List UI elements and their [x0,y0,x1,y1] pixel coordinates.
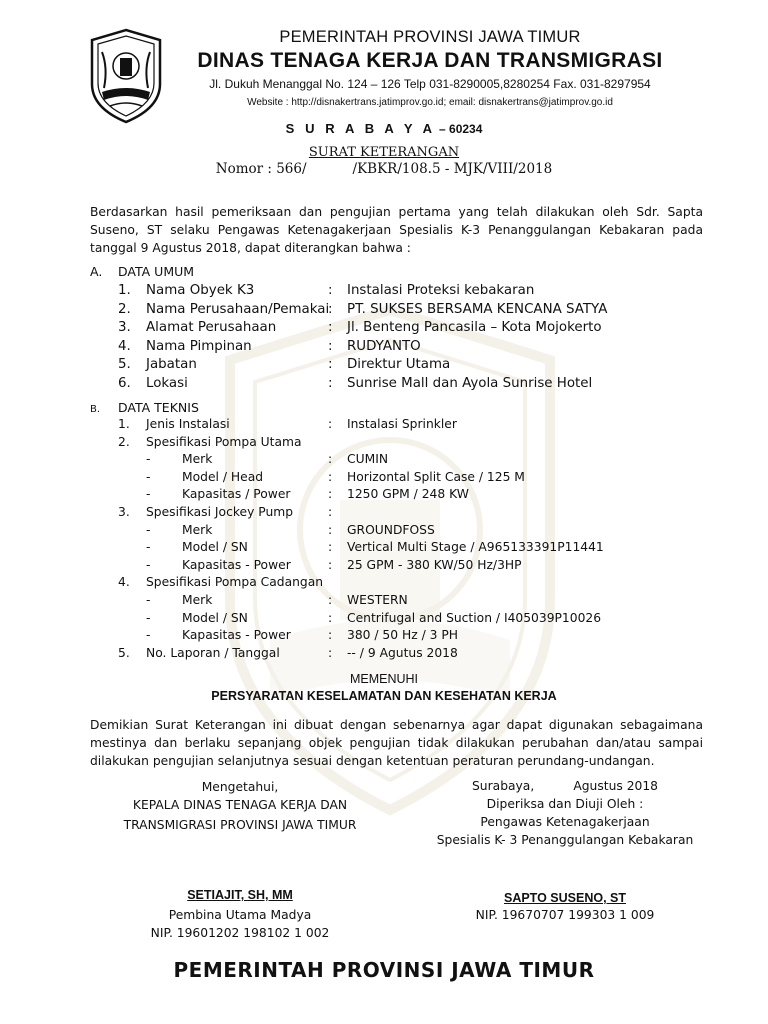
right-signatory-details [420,906,710,924]
row-colon: : [328,557,333,572]
right-sig-line3: Pengawas Ketenagakerjaan [480,815,650,829]
left-sig-line2: KEPALA DINAS TENAGA KERJA DAN [132,798,348,812]
right-signature-block [420,777,710,849]
row-dash: - [146,522,151,537]
row-colon: : [328,320,333,335]
row-label: Merk [182,593,213,607]
section-a-row [0,356,768,374]
row-number: 4. [118,575,130,590]
city-name: S U R A B A Y A [285,121,436,136]
row-value: Vertical Multi Stage / A965133391P11441 [347,540,604,555]
left-signatory-name: SETIAJIT, SH, MM [187,888,293,902]
row-colon: : [328,301,333,317]
row-colon: : [328,593,333,607]
row-number: 3. [118,505,130,519]
section-b-title: DATA TEKNIS [118,400,199,415]
row-colon: : [328,417,333,431]
section-b-subrow [0,609,768,627]
left-signature-block [100,778,380,834]
row-value: Jl. Benteng Pancasila – Kota Mojokerto [347,320,602,335]
section-a-row [0,338,768,356]
row-value: CUMIN [347,452,389,467]
row-dash: - [146,487,151,502]
letterhead-website: Website : http://disnakertrans.jatimprov.go.id; email: disnakertrans@jatimprov.go.id [247,97,613,108]
section-b-subrow [0,591,768,609]
row-label: Nama Perusahaan/Pemakai [146,301,330,317]
row-colon: : [328,375,333,391]
row-value: PT. SUKSES BERSAMA KENCANA SATYA [347,301,608,317]
row-value: Centrifugal and Suction / I405039P10026 [347,610,602,625]
row-dash: - [146,593,151,607]
row-colon: : [328,645,333,660]
row-number: 1. [118,417,130,431]
row-colon: : [328,540,333,555]
jawa-timur-emblem-icon [88,28,164,124]
row-label: Model / Head [182,469,264,484]
section-b-subrow [0,521,768,539]
letterhead-address: Jl. Dukuh Menanggal No. 124 – 126 Telp 031-8290005,8280254 Fax. 031-8297954 [209,77,651,91]
left-sig-line3: TRANSMIGRASI PROVINSI JAWA TIMUR [123,818,357,832]
row-dash: - [146,469,151,484]
row-value: WESTERN [347,593,408,607]
row-number: 5. [118,645,130,660]
row-colon: : [328,283,333,298]
section-a-label: A. [90,264,103,279]
section-b-subrow [0,556,768,574]
row-value: 1250 GPM / 248 KW [347,487,469,502]
left-sig-line1: Mengetahui, [201,780,279,794]
section-b-subrow [0,468,768,486]
right-signatory-nip: NIP. 19670707 199303 1 009 [475,908,655,922]
section-b-row [0,415,768,433]
letter-title: SURAT KETERANGAN [308,145,460,160]
left-signatory-nip: NIP. 19601202 198102 1 002 [150,926,330,940]
row-colon: : [328,522,333,537]
row-dash: - [146,540,151,555]
row-value: 380 / 50 Hz / 3 PH [347,628,459,643]
section-b-row [0,573,768,591]
row-label: Jenis Instalasi [146,417,230,431]
section-a-heading [90,264,194,279]
left-signatory-details [100,906,380,942]
section-b-label: B. [90,404,101,415]
section-b-subrow [0,538,768,556]
right-sig-line2: Diperiksa dan Diuji Oleh : [486,797,644,811]
row-colon: : [328,452,333,467]
section-b-subrow [0,626,768,644]
row-label: No. Laporan / Tanggal [146,645,280,660]
row-number: 3. [118,320,131,335]
right-signatory-name: SAPTO SUSENO, ST [503,891,626,905]
section-b-subrow [0,450,768,468]
section-a-row [0,282,768,300]
row-label: Alamat Perusahaan [146,320,277,335]
section-a-title: DATA UMUM [118,264,195,279]
letterhead-agency: DINAS TENAGA KERJA DAN TRANSMIGRASI [197,49,663,72]
row-label: Nama Pimpinan [146,338,252,354]
row-dash: - [146,452,151,467]
row-label: Model / SN [182,540,248,555]
row-dash: - [146,557,151,572]
row-number: 2. [118,301,131,317]
row-label: Jabatan [146,357,197,372]
row-dash: - [146,628,151,643]
row-value: GROUNDFOSS [347,522,435,537]
letter-number [0,161,768,177]
left-signatory-rank: Pembina Utama Madya [168,908,312,922]
row-number: 1. [118,283,131,298]
footer-government-name: PEMERINTAH PROVINSI JAWA TIMUR [173,958,595,982]
row-label: Kapasitas - Power [182,628,291,643]
row-value: -- / 9 Agutus 2018 [347,645,458,660]
row-number: 6. [118,375,131,391]
row-label: Spesifikasi Jockey Pump [146,505,294,519]
row-colon: : [328,357,333,372]
row-value: Direktur Utama [347,357,451,372]
row-value: Sunrise Mall dan Ayola Sunrise Hotel [347,375,593,391]
section-a-row [0,319,768,337]
row-number: 5. [118,357,131,372]
row-label: Lokasi [146,375,188,391]
right-sig-line4: Spesialis K- 3 Penanggulangan Kebakaran [436,833,694,847]
row-colon: : [328,628,333,643]
section-b-subrow [0,485,768,503]
section-b-row [0,644,768,662]
section-b-heading [90,400,199,415]
letterhead-line1: PEMERINTAH PROVINSI JAWA TIMUR [279,28,581,46]
requirements-heading: PERSYARATAN KESELAMATAN DAN KESEHATAN KERJA [211,689,557,703]
row-label: Merk [182,452,213,467]
section-a-row [0,375,768,393]
section-b-row [0,503,768,521]
section-b-row [0,433,768,451]
row-label: Spesifikasi Pompa Utama [146,434,302,449]
letterhead [170,28,690,108]
row-value: Instalasi Sprinkler [347,417,457,431]
right-sig-date: Surabaya, Agustus 2018 [472,779,658,793]
row-label: Spesifikasi Pompa Cadangan [146,575,324,590]
city-line [0,121,768,136]
postal-code: – 60234 [435,122,483,136]
row-label: Model / SN [182,610,248,625]
row-number: 2. [118,434,130,449]
row-value: 25 GPM - 380 KW/50 Hz/3HP [347,557,522,572]
intro-paragraph: Berdasarkan hasil pemeriksaan dan pengujian pertama yang telah dilakukan oleh Sdr. Sapta Suseno, ST selaku Pengawas Ketenagakerjaan Spesialis K-3 Penanggulangan Kebakaran pada tanggal 9 Agustus 2018, dapat diterangkan bahwa : [90,205,703,255]
row-colon: : [328,469,333,484]
memenuhi-text: MEMENUHI [349,672,419,686]
row-label: Nama Obyek K3 [146,283,255,298]
row-value: RUDYANTO [347,338,421,354]
row-label: Kapasitas - Power [182,557,291,572]
row-colon: : [328,505,333,519]
row-label: Merk [182,522,213,537]
row-colon: : [328,487,333,502]
row-value: Instalasi Proteksi kebakaran [347,283,535,298]
section-a-row [0,301,768,319]
row-dash: - [146,610,151,625]
letter-number-suffix: /KBKR/108.5 - MJK/VIII/2018 [352,161,553,177]
row-colon: : [328,610,333,625]
row-value: Horizontal Split Case / 125 M [347,469,525,484]
closing-paragraph: Demikian Surat Keterangan ini dibuat dengan sebenarnya agar dapat digunakan sebagaimana mestinya dan berlaku sepanjang objek pengujian tidak dilakukan perubahan dan/atau sampai dilakukan pengujian selanjutnya sesuai dengan ketentuan peraturan perundang-undangan. [90,718,703,768]
letter-number-prefix: Nomor : 566/ [215,161,307,177]
row-label: Kapasitas / Power [182,487,291,502]
row-colon: : [328,338,333,354]
row-number: 4. [118,338,131,354]
